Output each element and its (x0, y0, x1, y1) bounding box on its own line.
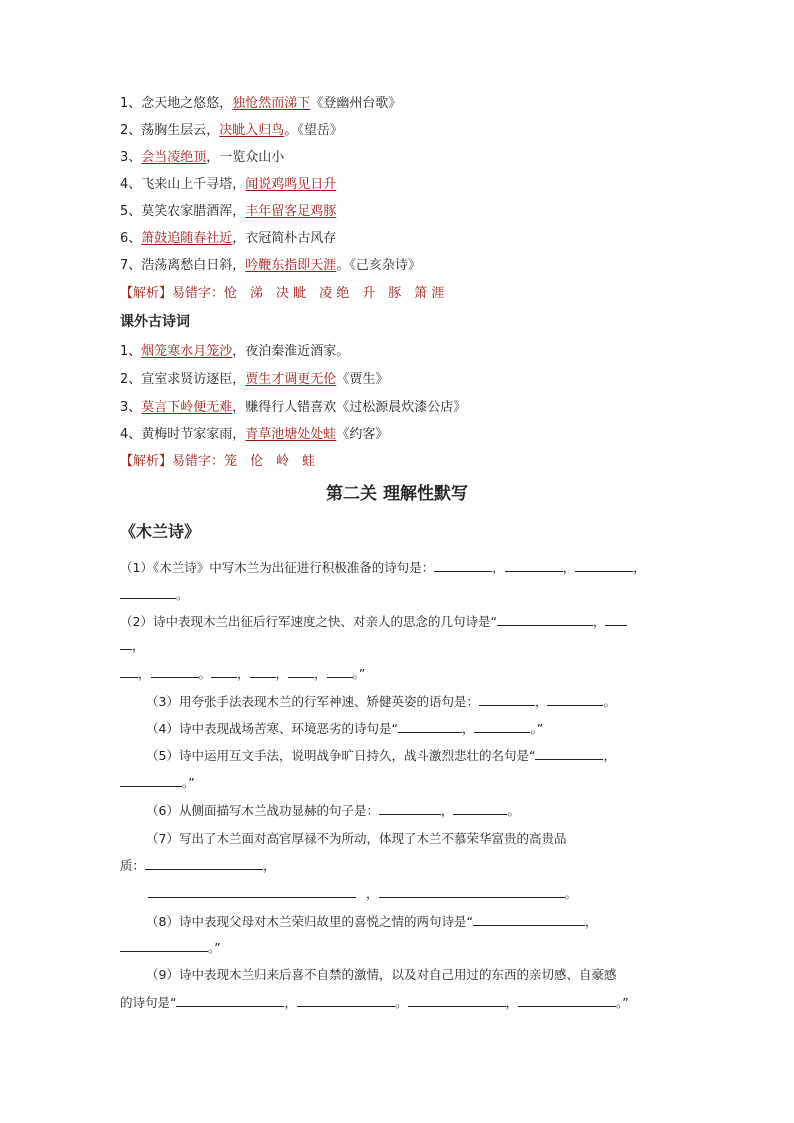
answer-blank[interactable] (473, 912, 585, 926)
answer-text: 吟鞭东指即天涯 (245, 258, 337, 273)
punct: 。 (564, 886, 578, 901)
answer-blank[interactable] (605, 612, 627, 626)
punct: ， (314, 666, 327, 681)
punct: ， (237, 666, 250, 681)
punct: ， (440, 803, 454, 818)
item-number: 4、 (120, 177, 142, 192)
punct: 。” (530, 721, 544, 736)
item-text: ，夜泊秦淮近酒家。 (232, 344, 350, 359)
item-number: 2、 (120, 123, 142, 138)
item-number: 1、 (120, 96, 142, 111)
answer-blank[interactable] (120, 773, 182, 787)
punct: ， (603, 748, 616, 763)
poem-item-6 (120, 229, 336, 249)
answer-blank[interactable] (505, 558, 563, 572)
question-6 (146, 801, 520, 821)
punct: 。 (176, 587, 189, 602)
question-text: （4）诗中表现战场苦寒、环境恶劣的诗句是“ (146, 721, 398, 736)
answer-text: 丰年留客足鸡豚 (245, 204, 337, 219)
punct: ， (132, 638, 145, 653)
question-text: （2）诗中表现木兰出征后行军速度之快、对亲人的思念的几句诗是“ (120, 614, 497, 629)
poem-item-extra-3 (120, 398, 466, 418)
poem-title: 《木兰诗》 (120, 522, 201, 541)
punct: ， (584, 914, 598, 929)
poem-item-extra-4 (120, 425, 388, 445)
answer-blank[interactable] (120, 585, 176, 599)
punct: 。” (616, 995, 629, 1010)
question-text: （5）诗中运用互文手法，说明战争旷日持久，战斗激烈悲壮的名句是“ (146, 748, 536, 763)
answer-blank[interactable] (327, 664, 353, 678)
answer-blank[interactable] (453, 801, 507, 815)
item-number: 5、 (120, 204, 142, 219)
question-1 (120, 558, 646, 578)
answer-blank[interactable] (408, 993, 506, 1007)
answer-blank[interactable] (379, 884, 565, 898)
answer-text: 莫言下岭便无难 (141, 400, 233, 415)
punct: ， (592, 614, 606, 629)
poem-item-4 (120, 175, 336, 195)
poem-item-3 (120, 148, 284, 168)
question-3 (146, 692, 616, 712)
item-number: 3、 (120, 400, 142, 415)
answer-blank[interactable] (297, 993, 395, 1007)
answer-text: 烟笼寒水月笼沙 (141, 344, 233, 359)
punct: ， (492, 560, 505, 575)
item-text: 宣室求贤访逐臣， (141, 372, 246, 387)
question-8 (146, 912, 597, 932)
poem-item-extra-2 (120, 370, 388, 390)
punct: ， (275, 666, 289, 681)
analysis-note-1: 【解析】易错字：怆 涕 决 眦 凌 绝 升 豚 箫 涯 (120, 286, 445, 301)
question-9 (146, 965, 616, 985)
answer-text: 箫鼓追随春社近 (141, 231, 233, 246)
question-text: 质： (120, 858, 146, 873)
analysis-note-2: 【解析】易错字：笼 伦 岭 蛙 (120, 454, 316, 469)
item-text: ，赚得行人错喜欢《过松源晨炊漆公店》 (232, 400, 467, 415)
question-text: （1）《木兰诗》中写木兰为出征进行积极准备的诗句是： (120, 560, 435, 575)
punct: 。 (395, 995, 408, 1010)
poem-item-extra-1 (120, 342, 349, 362)
item-text: ，一览众山小 (206, 150, 285, 165)
poem-item-7 (120, 256, 421, 276)
poem-item-5 (120, 202, 336, 222)
answer-blank[interactable] (211, 664, 237, 678)
item-number: 1、 (120, 344, 142, 359)
item-text: 念天地之悠悠， (141, 96, 233, 111)
punct: ， (505, 995, 519, 1010)
answer-blank[interactable] (120, 636, 132, 650)
punct: ， (633, 560, 646, 575)
answer-text: 闻说鸡鸣见日升 (245, 177, 337, 192)
page-title: 第二关 理解性默写 (326, 484, 468, 504)
question-text: （7）写出了木兰面对高官厚禄不为所动，体现了木兰不慕荣华富贵的高贵品 (146, 831, 567, 846)
punct: ， (562, 560, 576, 575)
item-text: ，衣冠简朴古风存 (232, 231, 337, 246)
answer-blank[interactable] (497, 612, 593, 626)
item-text: 《贾生》 (336, 372, 389, 387)
punct: 。 (507, 803, 520, 818)
item-number: 4、 (120, 427, 142, 442)
answer-blank[interactable] (288, 664, 314, 678)
answer-text: 独怆然而涕下 (232, 96, 311, 111)
punct: ， (534, 694, 548, 709)
answer-blank[interactable] (151, 664, 199, 678)
section-heading: 课外古诗词 (120, 314, 190, 330)
item-text: 《约客》 (336, 427, 389, 442)
answer-text: 青草池塘处处蛙 (245, 427, 337, 442)
answer-blank[interactable] (250, 664, 276, 678)
poem-item-1 (120, 94, 401, 114)
item-number: 3、 (120, 150, 142, 165)
poem-item-2 (120, 121, 343, 141)
answer-text: 贾生才调更无伦 (245, 372, 337, 387)
punct: 。” (182, 775, 195, 790)
item-text: 。《己亥杂诗》 (336, 258, 421, 273)
item-number: 6、 (120, 231, 142, 246)
question-text: （9）诗中表现木兰归来后喜不自禁的激情，以及对自己用过的东西的亲切感、自豪感 (146, 967, 617, 982)
question-4 (146, 719, 543, 739)
question-7-cont2 (148, 884, 577, 904)
punct: ， (263, 858, 276, 873)
question-text: （6）从侧面描写木兰战功显赫的句子是： (146, 803, 379, 818)
punct: ， (284, 995, 297, 1010)
answer-text: 会当凌绝顶 (141, 150, 207, 165)
answer-blank[interactable] (474, 719, 530, 733)
item-text: 荡胸生层云， (141, 123, 220, 138)
answer-blank[interactable] (575, 558, 633, 572)
punct: ， (366, 886, 379, 901)
item-text: 浩荡离愁白日斜， (141, 258, 246, 273)
answer-blank[interactable] (535, 746, 603, 760)
item-text: 飞来山上千寻塔， (141, 177, 246, 192)
question-8-cont (120, 938, 221, 958)
item-number: 7、 (120, 258, 142, 273)
item-text: 黄梅时节家家雨， (141, 427, 246, 442)
answer-blank[interactable] (145, 856, 263, 870)
answer-blank[interactable] (479, 692, 535, 706)
answer-blank[interactable] (518, 993, 616, 1007)
punct: 。 (198, 666, 212, 681)
question-2-cont (120, 636, 145, 656)
question-1-cont (120, 585, 189, 605)
punct: 。” (352, 666, 366, 681)
question-2 (120, 612, 627, 632)
question-5-cont (120, 773, 195, 793)
answer-blank[interactable] (120, 664, 138, 678)
punct: ， (138, 666, 151, 681)
answer-blank[interactable] (176, 993, 284, 1007)
item-text: 《登幽州台歌》 (310, 96, 402, 111)
answer-blank[interactable] (120, 938, 208, 952)
question-text: （8）诗中表现父母对木兰荣归故里的喜悦之情的两句诗是“ (146, 914, 473, 929)
punct: ， (461, 721, 475, 736)
answer-blank[interactable] (148, 884, 356, 898)
punct: 。” (208, 940, 221, 955)
item-number: 2、 (120, 372, 142, 387)
answer-blank[interactable] (379, 801, 441, 815)
question-text: 的诗句是“ (120, 995, 177, 1010)
question-text: （3）用夸张手法表现木兰的行军神速、矫健英姿的语句是： (146, 694, 479, 709)
answer-text: 决眦入归鸟 (219, 123, 285, 138)
punct: 。 (603, 694, 616, 709)
question-9-cont (120, 993, 629, 1013)
question-7-cont (120, 856, 276, 876)
item-text: 莫笑农家腊酒浑， (141, 204, 246, 219)
question-2-cont2 (120, 664, 365, 684)
question-5 (146, 746, 616, 766)
item-text: 。《望岳》 (284, 123, 343, 138)
answer-blank[interactable] (434, 558, 492, 572)
answer-blank[interactable] (547, 692, 603, 706)
question-7 (146, 829, 566, 849)
answer-blank[interactable] (398, 719, 462, 733)
